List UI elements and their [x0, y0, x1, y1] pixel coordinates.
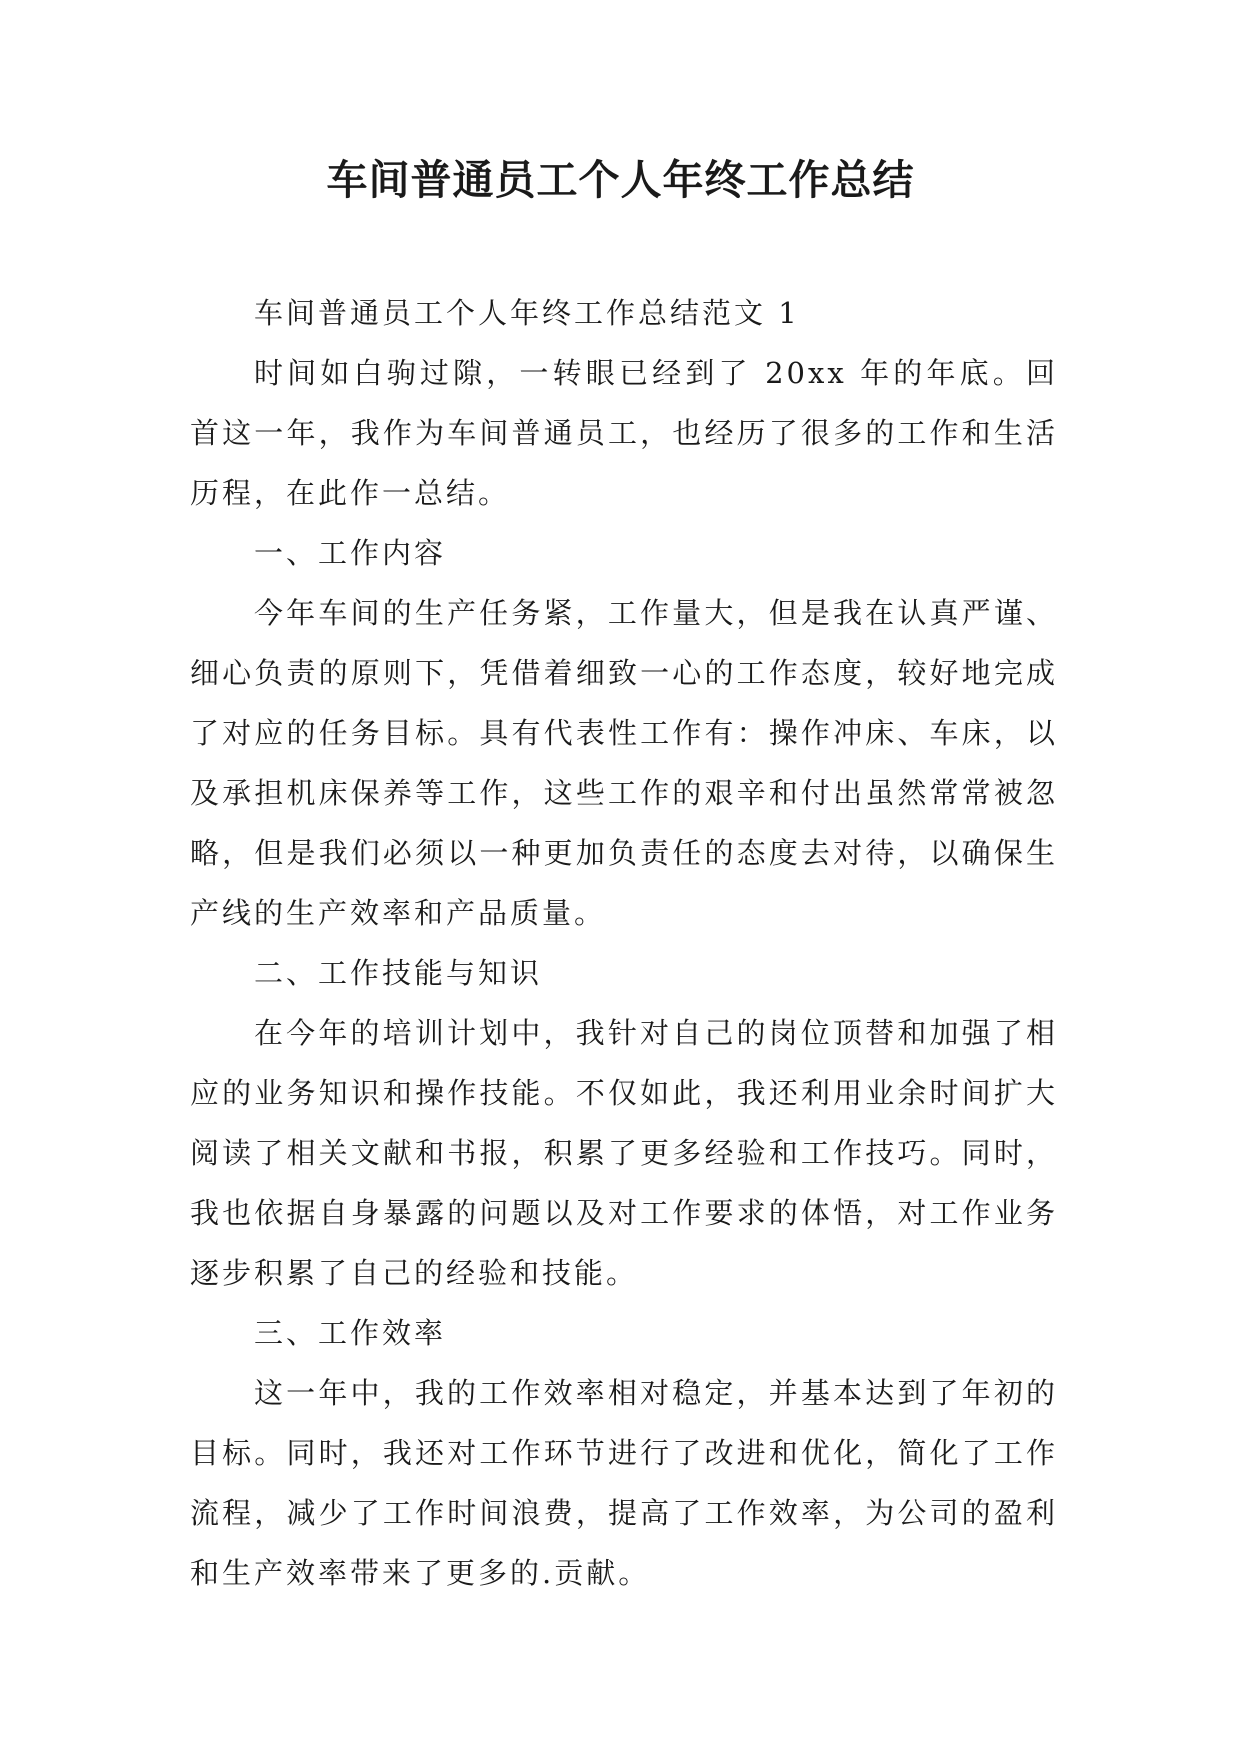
section-heading-skills: 二、工作技能与知识: [254, 956, 543, 990]
work-content-paragraph: 今年车间的生产任务紧，工作量大，但是我在认真严谨、细心负责的原则下，凭借着细致一心的工作态度，较好地完成了对应的任务目标。具有代表性工作有：操作冲床、车床，以及承担机床保养等工作，这些工作的艰辛和付出虽然常常被忽略，但是我们必须以一种更加负责任的态度去对待，以确保生产线的生产效率和产品质量。: [190, 596, 1058, 930]
section-heading-work-content: 一、工作内容: [254, 536, 447, 570]
efficiency-paragraph: 这一年中，我的工作效率相对稳定，并基本达到了年初的目标。同时，我还对工作环节进行了改进和优化，简化了工作流程，减少了工作时间浪费，提高了工作效率，为公司的盈利和生产效率带来了更多的.贡献。: [190, 1376, 1058, 1590]
intro-paragraph: 时间如白驹过隙，一转眼已经到了 20xx 年的年底。回首这一年，我作为车间普通员工，也经历了很多的工作和生活历程，在此作一总结。: [190, 356, 1058, 510]
document-title: 车间普通员工个人年终工作总结: [326, 156, 915, 204]
subtitle-paragraph: 车间普通员工个人年终工作总结范文 1: [254, 296, 800, 330]
skills-paragraph: 在今年的培训计划中，我针对自己的岗位顶替和加强了相应的业务知识和操作技能。不仅如此，我还利用业余时间扩大阅读了相关文献和书报，积累了更多经验和工作技巧。同时，我也依据自身暴露的问题以及对工作要求的体悟，对工作业务逐步积累了自己的经验和技能。: [190, 1016, 1058, 1290]
section-heading-efficiency: 三、工作效率: [254, 1316, 447, 1350]
document-body: [190, 283, 1058, 1603]
